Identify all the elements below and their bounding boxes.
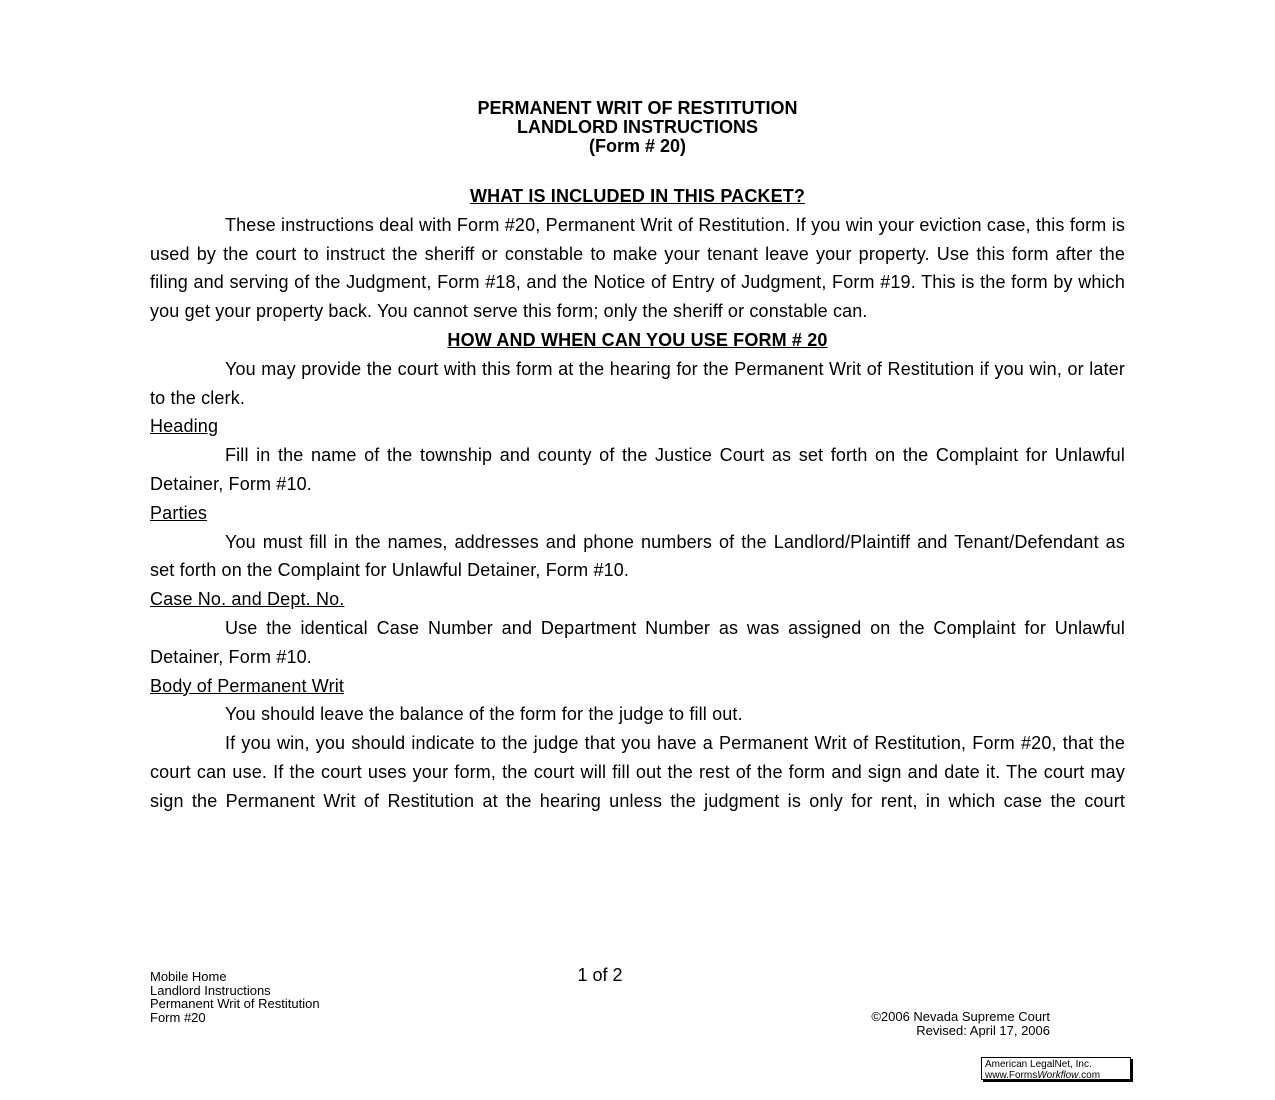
footer-line: Form #20 xyxy=(150,1009,206,1025)
paragraph-case: Use the identical Case Number and Department Number as was assigned on the Complaint for Unlawful Detainer, Form #10. xyxy=(150,617,1125,667)
document-title xyxy=(0,99,1275,156)
footer-line: Permanent Writ of Restitution xyxy=(150,996,320,1011)
stamp-url xyxy=(985,1070,1127,1081)
footer-form-info xyxy=(150,970,320,1024)
stamp-url-prefix: www.Forms xyxy=(985,1070,1038,1081)
paragraph-body-1: You should leave the balance of the form for the judge to fill out. xyxy=(225,704,743,725)
publisher-stamp xyxy=(981,1057,1131,1080)
subheading-case: Case No. and Dept. No. xyxy=(150,589,345,610)
footer-copyright xyxy=(871,1010,1050,1037)
page-number: 1 of 2 xyxy=(577,965,623,985)
stamp-url-italic: Workflow xyxy=(1037,1070,1079,1081)
revised-date: Revised: April 17, 2006 xyxy=(916,1022,1050,1038)
paragraph-how: You may provide the court with this form at the hearing for the Permanent Writ of Restitution if you win, or later to the clerk. xyxy=(150,358,1125,408)
title-line-3: (Form # 20) xyxy=(588,136,687,156)
paragraph-included: These instructions deal with Form #20, Permanent Writ of Restitution. If you win your eviction case, this form is used by the court to instruct the sheriff or constable to make your tenant leave your property. Use this form after the filing and serving of the Judgment, Form #18, and the Notice of Entry of Judgment, Form #19. This is the form by which you get your property back. You cannot serve this form; only the sheriff or constable can. xyxy=(150,214,1125,322)
stamp-url-suffix: .com xyxy=(1078,1070,1101,1081)
subheading-heading: Heading xyxy=(150,416,219,437)
copyright-text: ©2006 Nevada Supreme Court xyxy=(871,1009,1050,1024)
paragraph-body-2: If you win, you should indicate to the judge that you have a Permanent Writ of Restitution, Form #20, that the court can use. If the court uses your form, the court will fill out the rest of the form and sign and date it. The court may sign the Permanent Writ of Restitution at the hearing unless the judgment is only for rent, in which case the court xyxy=(150,733,1125,811)
title-line-2: LANDLORD INSTRUCTIONS xyxy=(517,117,758,137)
paragraph-parties: You must fill in the names, addresses and phone numbers of the Landlord/Plaintiff and Tenant/Defendant as set forth on the Complaint for Unlawful Detainer, Form #10. xyxy=(150,531,1125,581)
stamp-publisher: American LegalNet, Inc. xyxy=(985,1059,1092,1070)
subheading-parties: Parties xyxy=(150,502,208,523)
footer-line: Landlord Instructions xyxy=(150,982,271,998)
footer-line: Mobile Home xyxy=(150,969,227,984)
document-body xyxy=(150,182,1125,816)
section-heading-how: HOW AND WHEN CAN YOU USE FORM # 20 xyxy=(447,329,828,350)
section-heading-included: WHAT IS INCLUDED IN THIS PACKET? xyxy=(469,186,806,206)
paragraph-heading: Fill in the name of the township and county of the Justice Court as set forth on the Complaint for Unlawful Detainer, Form #10. xyxy=(150,445,1125,494)
subheading-body: Body of Permanent Writ xyxy=(150,675,345,696)
title-line-1: PERMANENT WRIT OF RESTITUTION xyxy=(477,98,798,118)
